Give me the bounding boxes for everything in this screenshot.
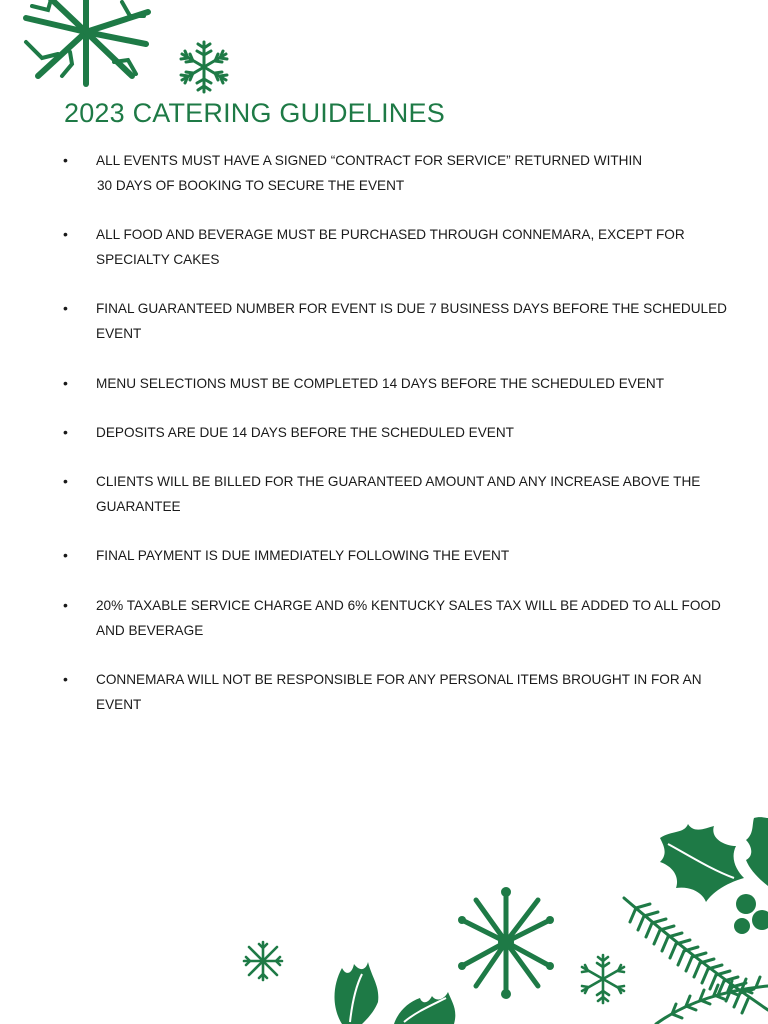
bullet-icon: • <box>63 671 68 687</box>
guideline-line: ALL EVENTS MUST HAVE A SIGNED “CONTRACT FOR SERVICE” RETURNED WITHIN <box>96 153 643 168</box>
bullet-icon: • <box>63 424 68 440</box>
bullet-icon: • <box>63 375 68 391</box>
guideline-text <box>96 420 716 445</box>
guideline-text <box>96 371 716 396</box>
pine-branch-icon <box>616 890 768 1024</box>
guideline-line: AND BEVERAGE <box>96 623 204 638</box>
guideline-line: EVENT <box>96 697 142 712</box>
bullet-icon: • <box>63 473 68 489</box>
guideline-text <box>96 543 716 568</box>
bullet-icon: • <box>63 300 68 316</box>
guideline-text <box>96 667 716 717</box>
guideline-line: MENU SELECTIONS MUST BE COMPLETED 14 DAYS BEFORE THE SCHEDULED EVENT <box>96 376 665 391</box>
bullet-icon: • <box>63 597 68 613</box>
guideline-text <box>96 593 721 643</box>
sprig-snowflake-icon <box>174 38 234 96</box>
bullet-icon: • <box>63 226 68 242</box>
guideline-line: EVENT <box>96 326 142 341</box>
guideline-text <box>96 222 716 272</box>
page-title: 2023 CATERING GUIDELINES <box>64 98 445 128</box>
guideline-line: GUARANTEE <box>96 499 181 514</box>
guideline-line: 30 DAYS OF BOOKING TO SECURE THE EVENT <box>97 178 405 193</box>
small-snowflake-icon <box>240 938 286 984</box>
guideline-line: FINAL GUARANTEED NUMBER FOR EVENT IS DUE 7 BUSINESS DAYS BEFORE THE SCHEDULED <box>96 301 727 316</box>
guideline-line: FINAL PAYMENT IS DUE IMMEDIATELY FOLLOWING THE EVENT <box>96 548 510 563</box>
guideline-line: CLIENTS WILL BE BILLED FOR THE GUARANTEED AMOUNT AND ANY INCREASE ABOVE THE <box>96 474 701 489</box>
guideline-line: ALL FOOD AND BEVERAGE MUST BE PURCHASED THROUGH CONNEMARA, EXCEPT FOR <box>96 227 685 242</box>
bullet-icon: • <box>63 152 68 168</box>
snowflake-icon <box>18 0 154 88</box>
bullet-icon: • <box>63 547 68 563</box>
guideline-text <box>96 296 727 346</box>
guideline-line: SPECIALTY CAKES <box>96 252 220 267</box>
guideline-text <box>96 148 716 198</box>
guideline-line: 20% TAXABLE SERVICE CHARGE AND 6% KENTUCKY SALES TAX WILL BE ADDED TO ALL FOOD <box>96 598 721 613</box>
guideline-text <box>96 469 716 519</box>
holly-leaves-icon <box>328 956 462 1024</box>
guideline-line: CONNEMARA WILL NOT BE RESPONSIBLE FOR ANY PERSONAL ITEMS BROUGHT IN FOR AN <box>96 672 702 687</box>
large-snowflake-icon <box>454 886 558 1000</box>
guideline-line: DEPOSITS ARE DUE 14 DAYS BEFORE THE SCHEDULED EVENT <box>96 425 514 440</box>
